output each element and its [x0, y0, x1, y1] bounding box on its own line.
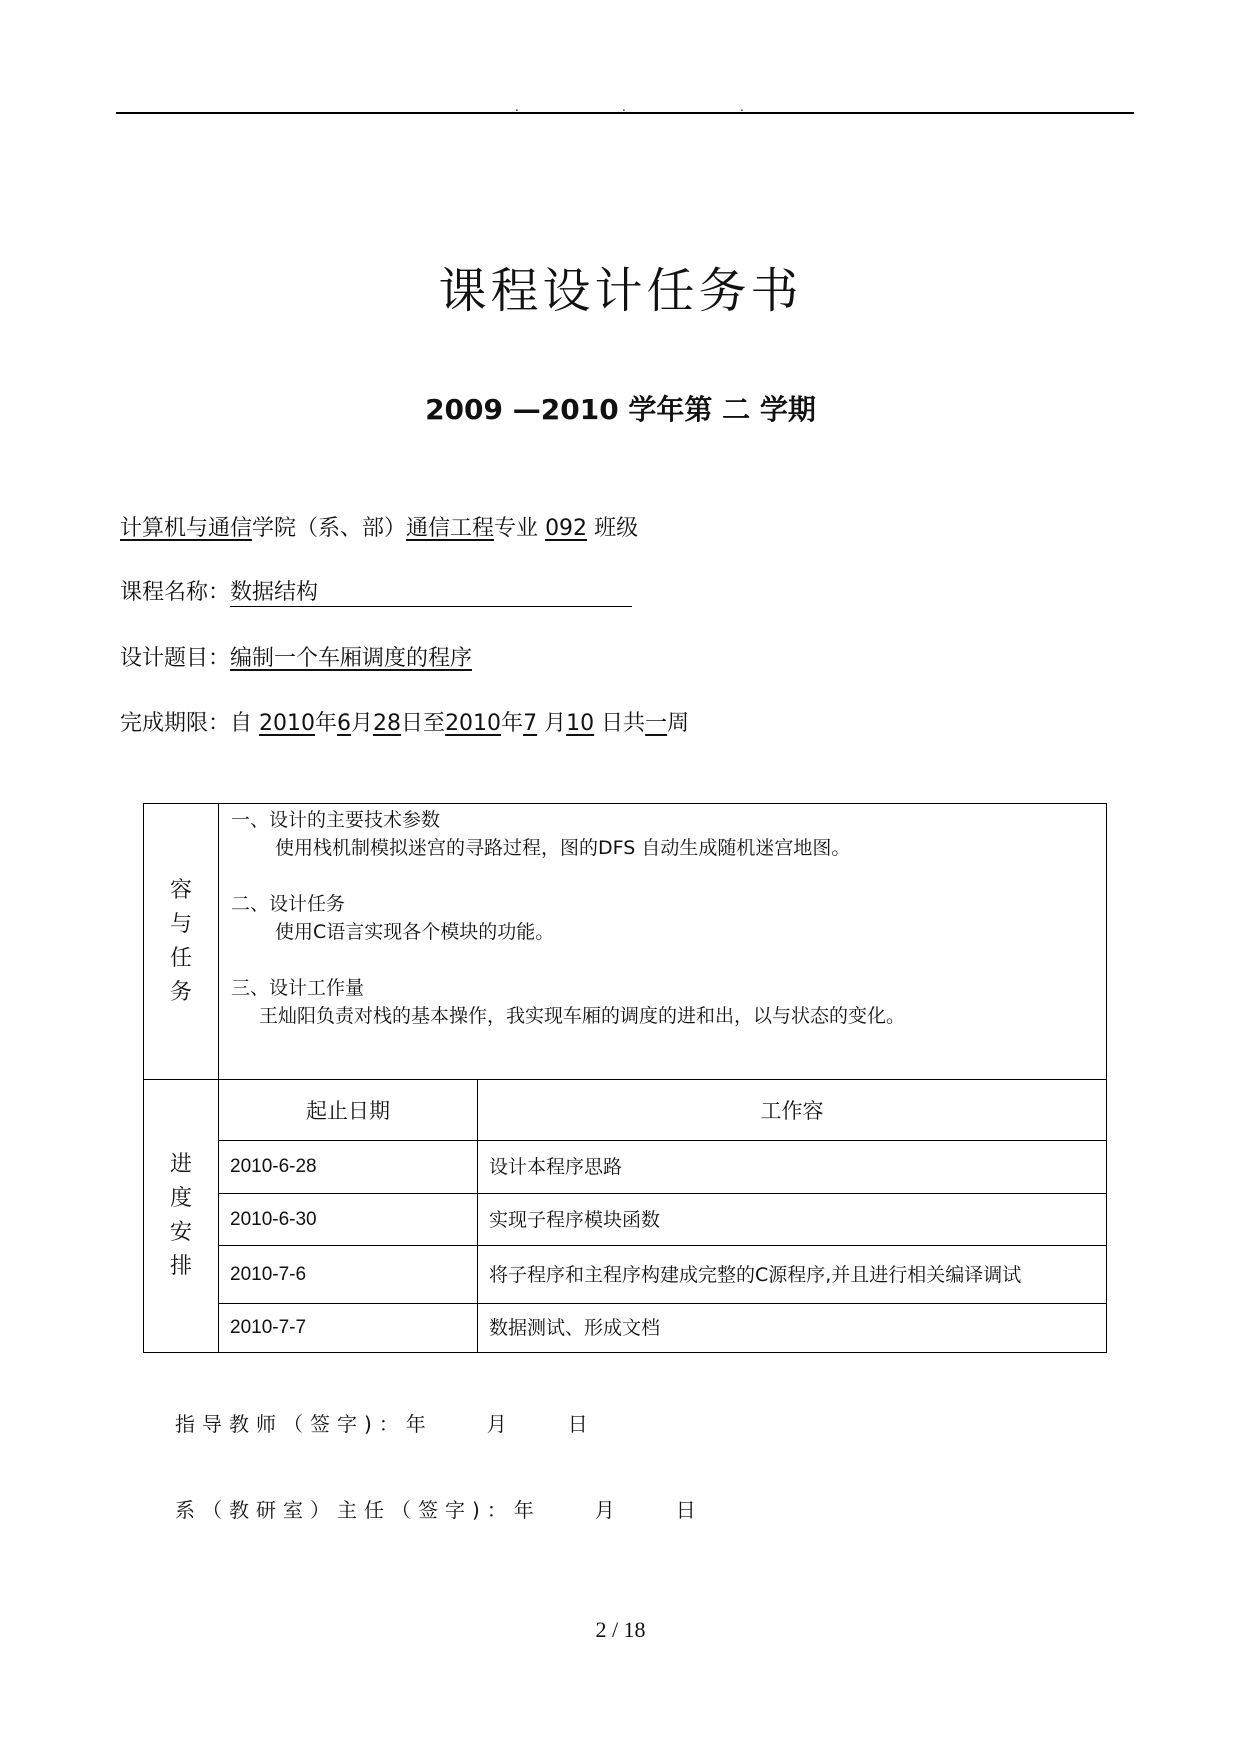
section-heading: 二、设计任务: [231, 893, 346, 915]
label-char: 与: [169, 911, 192, 937]
period-label: 完成期限：自: [120, 711, 253, 736]
day-to-label: 日至: [401, 711, 446, 736]
table-row: [144, 1141, 1107, 1194]
topic-value: 编制一个车厢调度的程序: [230, 646, 473, 671]
topic-label: 设计题目：: [120, 646, 231, 671]
year-label: 年: [315, 711, 338, 736]
class-value: 092: [545, 516, 588, 541]
period-line: [120, 706, 689, 737]
date-cell: 2010-6-28: [219, 1141, 478, 1194]
college-line: [120, 511, 638, 542]
month-label: 月: [544, 711, 567, 736]
label-char: 容: [169, 877, 192, 903]
label-char: 务: [169, 979, 192, 1005]
table-row: [144, 1304, 1107, 1353]
date-cell: 2010-7-6: [219, 1246, 478, 1304]
label-char: 度: [169, 1186, 192, 1211]
college-value: 计算机与通信: [120, 516, 253, 541]
work-cell: 数据测试、形成文档: [478, 1304, 1107, 1353]
label-char: 进: [169, 1152, 192, 1177]
document-title: 课程设计任务书: [438, 263, 803, 319]
date-cell: 2010-6-30: [219, 1194, 478, 1246]
work-column-header: 工作容: [478, 1080, 1107, 1141]
start-month: 6: [337, 711, 352, 736]
content-cell: [219, 804, 1107, 1080]
schedule-header-row: [144, 1080, 1107, 1141]
start-day: 28: [373, 711, 402, 736]
work-cell: 设计本程序思路: [478, 1141, 1107, 1194]
table-row: [144, 1194, 1107, 1246]
course-label: 课程名称：: [120, 580, 231, 605]
start-year: 2010: [259, 711, 316, 736]
director-signature: 系（教研室）主任（签字)：年 月 日: [175, 1498, 703, 1522]
label-char: 排: [169, 1254, 192, 1279]
schedule-label: [144, 1080, 219, 1353]
section-body: 王灿阳负责对栈的基本操作，我实现车厢的调度的进和出，以与状态的变化。: [259, 1005, 906, 1027]
month-label: 月: [351, 711, 374, 736]
major-suffix: 专业: [494, 516, 539, 541]
date-column-header: 起止日期: [219, 1080, 478, 1141]
header-dot: .: [515, 100, 519, 114]
semester-subtitle: 2009 —2010 学年第 二 学期: [425, 393, 816, 426]
page-number: 2 / 18: [595, 1617, 646, 1642]
course-value: 数据结构: [230, 575, 632, 607]
duration-value: 一: [645, 711, 668, 736]
content-label: [144, 804, 219, 1080]
topic-line: [120, 641, 472, 672]
year-label: 年: [501, 711, 524, 736]
label-char: 任: [169, 945, 192, 971]
task-table: [143, 803, 1107, 1353]
class-suffix: 班级: [594, 516, 639, 541]
work-cell: 将子程序和主程序构建成完整的C源程序,并且进行相关编译调试: [478, 1246, 1107, 1304]
content-row: [144, 804, 1107, 1080]
header-dot: .: [622, 100, 626, 114]
duration-unit: 周: [667, 711, 690, 736]
section-body: 使用C语言实现各个模块的功能。: [275, 921, 555, 943]
college-suffix: 学院（系、部）: [252, 516, 407, 541]
end-month: 7: [523, 711, 538, 736]
day-total-label: 日共: [601, 711, 646, 736]
date-cell: 2010-7-7: [219, 1304, 478, 1353]
major-value: 通信工程: [406, 516, 495, 541]
end-day: 10: [566, 711, 595, 736]
section-body: 使用栈机制模拟迷宫的寻路过程，图的DFS 自动生成随机迷宫地图。: [275, 837, 851, 859]
course-line: [120, 575, 632, 607]
table-row: [144, 1246, 1107, 1304]
label-char: 安: [169, 1220, 192, 1245]
end-year: 2010: [445, 711, 502, 736]
header-dot: .: [740, 100, 744, 114]
section-heading: 三、设计工作量: [231, 977, 365, 999]
work-cell: 实现子程序模块函数: [478, 1194, 1107, 1246]
advisor-signature: 指导教师（签字)：年 月 日: [175, 1412, 595, 1436]
section-heading: 一、设计的主要技术参数: [231, 809, 441, 831]
